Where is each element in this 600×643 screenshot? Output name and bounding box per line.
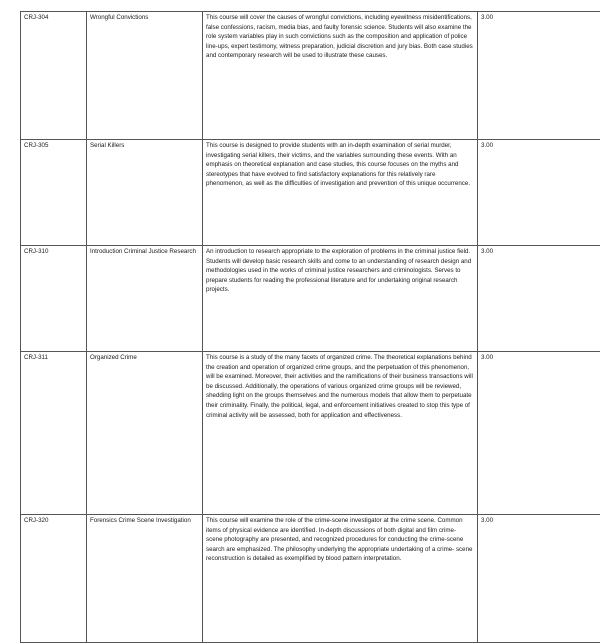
course-code: CRJ-305 [21, 140, 87, 246]
course-code: CRJ-310 [21, 246, 87, 352]
course-title: Serial Killers [87, 140, 203, 246]
table-row [21, 140, 600, 246]
course-code: CRJ-320 [21, 515, 87, 643]
course-description: This course is a study of the many facets of organized crime. The theoretical explanations behind the creation and operation of organized crime groups, and the perpetuation of this phenomenon, will be examined. Moreover, their activities and the ramifications of their business transactions will be discussed. Additionally, the operations of various organized crime groups will be reviewed, shedding light on the groups themselves and the numerous models that allow them to perpetuate their criminality. Finally, the political, legal, and enforcement initiatives created to stop this type of criminal activity will be assessed, both for application and effectiveness. [203, 352, 478, 515]
course-credits: 3.00 [478, 12, 600, 140]
course-description: This course is designed to provide students with an in-depth examination of serial murder, investigating serial killers, their victims, and the variables surrounding these events. With an emphasis on theoretical explanation and case studies, this course focuses on the myths and stereotypes that have evolved to find satisfactory explanations for this relatively rare phenomenon, as well as the difficulties of investigation and prevention of this unique occurrence. [203, 140, 478, 246]
table-row [21, 12, 600, 140]
course-code: CRJ-311 [21, 352, 87, 515]
course-credits: 3.00 [478, 246, 600, 352]
course-title: Organized Crime [87, 352, 203, 515]
course-description: This course will cover the causes of wrongful convictions, including eyewitness misidentifications, false confessions, racism, media bias, and faulty forensic science. Students will also examine the role system variables play in such convictions such as the composition and application of police line-ups, expert testimony, witness preparation, judicial discretion and jury bias. Both case studies and contemporary research will be used to illustrate these causes. [203, 12, 478, 140]
course-credits: 3.00 [478, 515, 600, 643]
course-credits: 3.00 [478, 352, 600, 515]
course-code: CRJ-304 [21, 12, 87, 140]
table-row [21, 246, 600, 352]
course-title: Wrongful Convictions [87, 12, 203, 140]
course-description: This course will examine the role of the crime-scene investigator at the crime scene. Common items of physical evidence are identified. In-depth discussions of both digital and film crime- scene photography are presented, and recognized procedures for conducting the crime-scene search are emphasized. The philosophy underlying the appropriate undertaking of a crime- scene reconstruction is detailed as exemplified by blood pattern interpretation. [203, 515, 478, 643]
course-title: Introduction Criminal Justice Research [87, 246, 203, 352]
course-credits: 3.00 [478, 140, 600, 246]
course-title: Forensics Crime Scene Investigation [87, 515, 203, 643]
table-row [21, 515, 600, 643]
course-description: An introduction to research appropriate to the exploration of problems in the criminal justice field. Students will develop basic research skills and come to an understanding of research design and methodologies used in the works of criminal justice researchers and criminologists. Serves to prepare students for reading the professional literature and for undertaking original research projects. [203, 246, 478, 352]
table-row [21, 352, 600, 515]
course-table [20, 11, 600, 643]
